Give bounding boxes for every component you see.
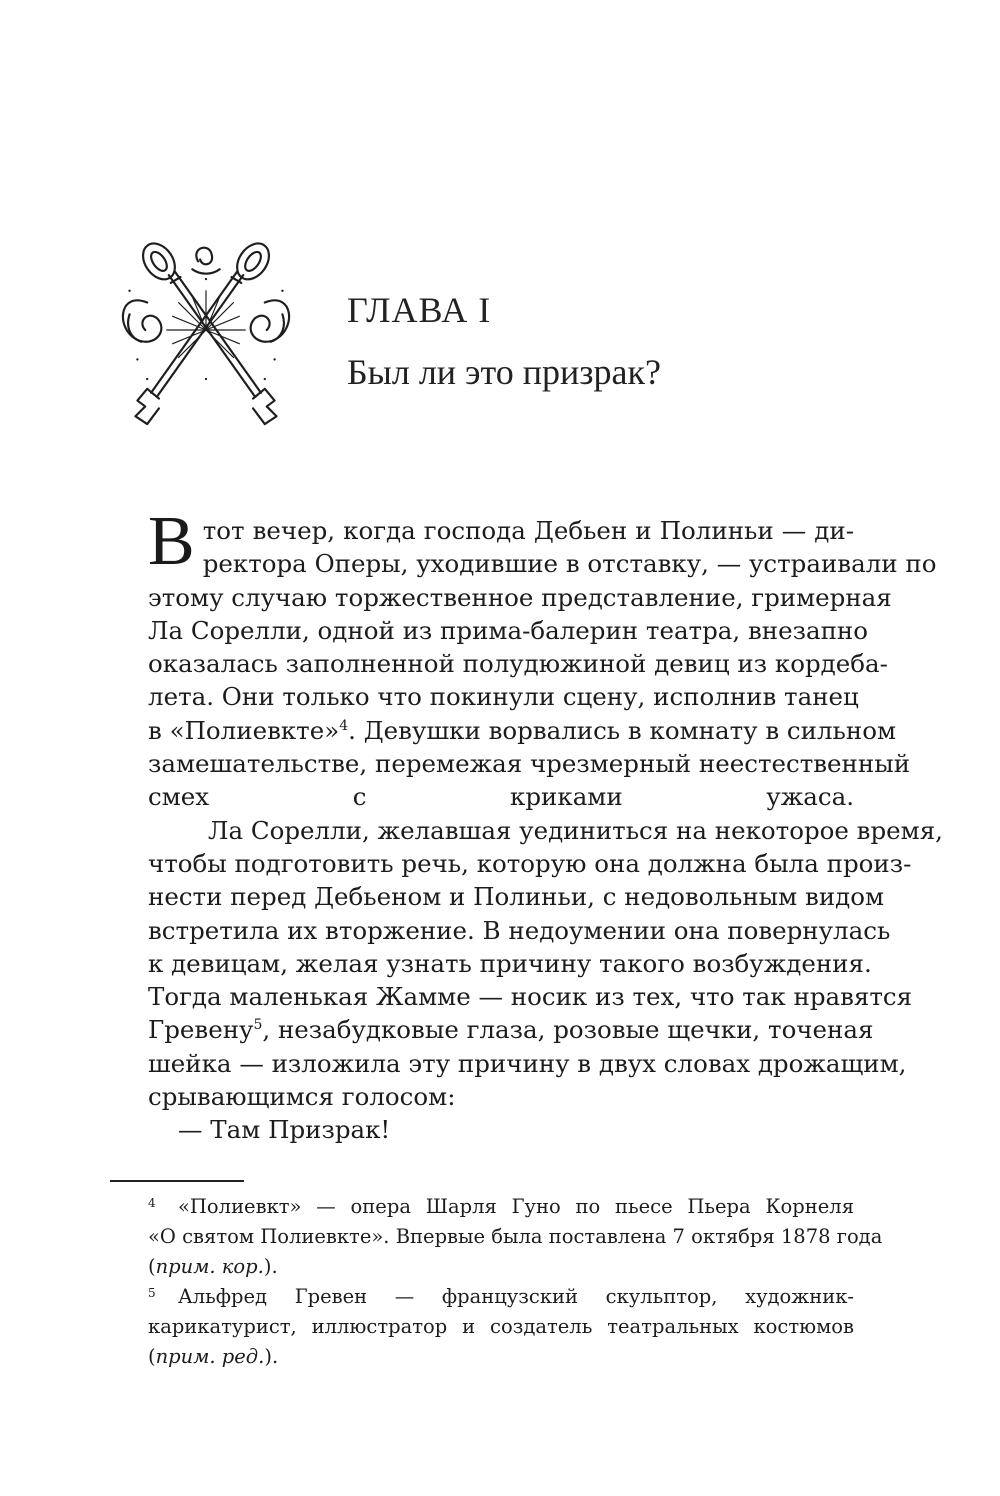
footnote-note: прим. кор.: [155, 1255, 264, 1278]
footnote-line: карикатурист, иллюстратор и создатель театральных костюмов: [148, 1315, 854, 1338]
footnote-tail: ).: [263, 1255, 278, 1278]
footnote-tail: (: [148, 1345, 156, 1368]
text-line: чтобы подготовить речь, которую она должна была произ-: [148, 848, 912, 878]
drop-cap: В: [148, 503, 195, 580]
footnote-4: [148, 1192, 883, 1282]
footnotes: [148, 1192, 883, 1372]
text-line: встретила их вторжение. В недоумении она повернулась: [148, 915, 891, 945]
text-line: — Там Призрак!: [178, 1115, 391, 1145]
footnote-line: Альфред Гревен — французский скульптор, художник-: [178, 1285, 854, 1308]
text-line: Тогда маленькая Жамме — носик из тех, что так нравятся: [148, 982, 913, 1012]
paragraph-1: [148, 503, 937, 814]
text-line: этому случаю торжественное представление, гримерная: [148, 582, 892, 612]
footnote-tail: (: [148, 1255, 156, 1278]
text-line: оказалась заполненной полудюжиной девиц из кордеба-: [148, 649, 888, 679]
paragraph-3: [148, 1113, 854, 1146]
chapter-number: ГЛАВА I: [347, 290, 492, 330]
text-line: смех с криками ужаса.: [148, 782, 854, 812]
text-segment: . Девушки ворвались в комнату в сильном: [348, 715, 896, 745]
footnote-number: 5: [148, 1286, 156, 1300]
footnote-line: «Полиевкт» — опера Шарля Гуно по пьесе Пьера Корнеля: [178, 1195, 854, 1218]
footnote-tail: ).: [264, 1345, 279, 1368]
text-line: лета. Они только что покинули сцену, исполнив танец: [148, 682, 859, 712]
text-line: к девицам, желая узнать причину такого возбуждения.: [148, 948, 872, 978]
footnote-line: [148, 1342, 854, 1372]
chapter-title: Был ли это призрак?: [347, 352, 661, 392]
text-line: ректора Оперы, уходившие в отставку, — устраивали по: [202, 549, 937, 579]
footnote-line: «О святом Полиевкте». Впервые была поставлена 7 октября 1878 года: [148, 1225, 883, 1248]
crossed-keys-icon: [108, 232, 304, 428]
paragraph-2: [148, 814, 943, 1114]
footnote-line: [148, 1252, 854, 1282]
text-segment: в «Полиевкте»: [148, 715, 340, 745]
footnote-number: 4: [148, 1196, 156, 1210]
text-line: нести перед Дебьеном и Полиньи, с недовольным видом: [148, 882, 885, 912]
text-line: срывающимся голосом:: [148, 1082, 456, 1112]
text-line: [148, 1013, 874, 1046]
text-line: шейка — изложила эту причину в двух словах дрожащим,: [148, 1048, 907, 1078]
footnote-5: [148, 1282, 854, 1372]
text-segment: Гревену: [148, 1015, 254, 1045]
text-line: Ла Сорелли, желавшая уединиться на некоторое время,: [208, 815, 943, 845]
chapter-body: [148, 503, 943, 1147]
text-line: [148, 714, 896, 747]
text-line: тот вечер, когда господа Дебьен и Полиньи — ди-: [202, 516, 854, 545]
text-segment: , незабудковые глаза, розовые щечки, точеная: [262, 1015, 874, 1045]
text-line: Ла Сорелли, одной из прима-балерин театра, внезапно: [148, 615, 868, 645]
footnote-divider: [110, 1180, 244, 1182]
footnote-ref-5[interactable]: 5: [253, 1017, 263, 1034]
chapter-heading: [347, 290, 907, 392]
footnote-ref-4[interactable]: 4: [339, 717, 349, 734]
footnote-note: прим. ред.: [155, 1345, 265, 1368]
text-line: замешательстве, перемежая чрезмерный неестественный: [148, 749, 911, 779]
